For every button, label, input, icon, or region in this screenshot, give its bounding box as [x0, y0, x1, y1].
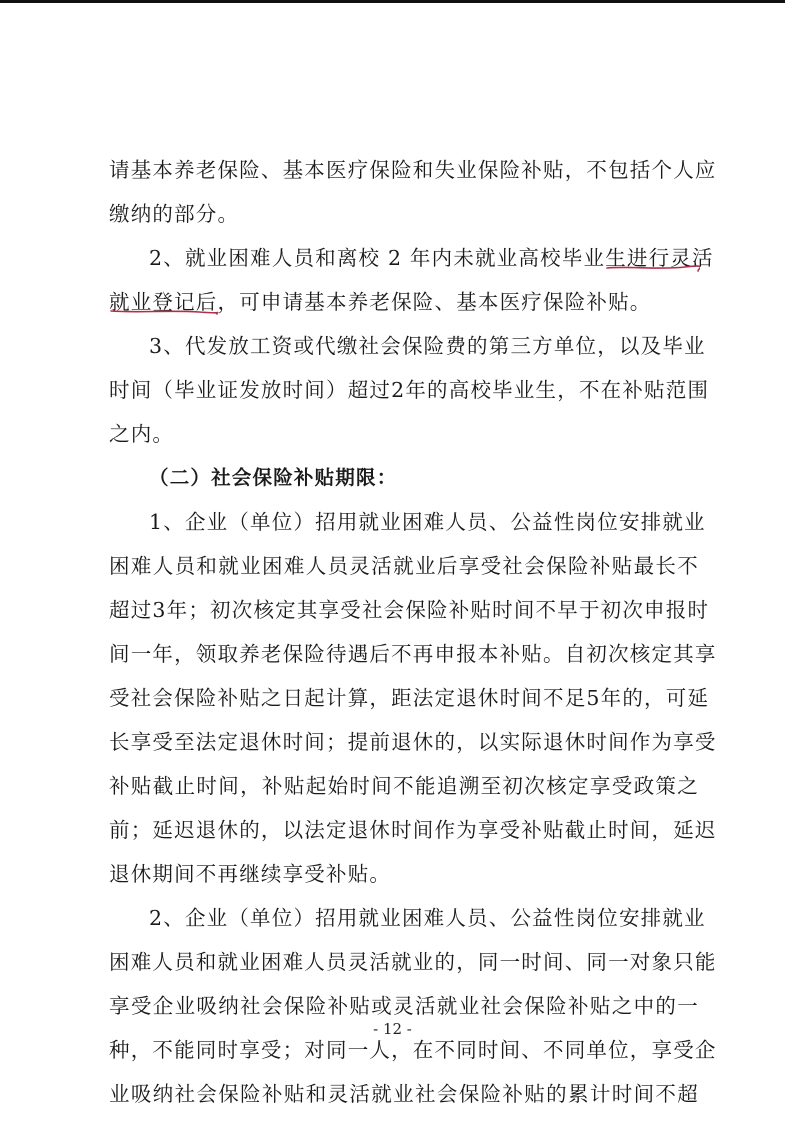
paragraph-line: 请基本养老保险、基本医疗保险和失业保险补贴，不包括个人应: [109, 158, 717, 182]
paragraph-line: 就业登记后，可申请基本养老保险、基本医疗保险补贴。: [109, 290, 652, 314]
paragraph-line: 困难人员和就业困难人员灵活就业的，同一时间、同一对象只能: [109, 950, 717, 974]
paragraph-line: 超过3年；初次核定其享受社会保险补贴时间不早于初次申报时: [109, 598, 710, 622]
page-number: - 12 -: [373, 1020, 412, 1038]
paragraph-line: 间一年，领取养老保险待遇后不再申报本补贴。自初次核定其享: [109, 642, 717, 666]
paragraph-line: 业吸纳社会保险补贴和灵活就业社会保险补贴的累计时间不超: [109, 1082, 699, 1106]
paragraph-line: 之内。: [109, 422, 175, 446]
paragraph-line: 1、企业（单位）招用就业困难人员、公益性岗位安排就业: [149, 510, 706, 534]
paragraph-line: 长享受至法定退休时间；提前退休的，以实际退休时间作为享受: [109, 730, 717, 754]
paragraph-line: 2、企业（单位）招用就业困难人员、公益性岗位安排就业: [149, 906, 706, 930]
paragraph-line: 受社会保险补贴之日起计算，距法定退休时间不足5年的，可延: [109, 686, 710, 710]
paragraph-line: 补贴截止时间，补贴起始时间不能追溯至初次核定享受政策之: [109, 774, 699, 798]
paragraph-line: 缴纳的部分。: [109, 202, 240, 226]
paragraph-line: 前；延迟退休的，以法定退休时间作为享受补贴截止时间，延迟: [109, 818, 717, 842]
paragraph-line: 2、就业困难人员和离校 2 年内未就业高校毕业生进行灵活: [149, 246, 714, 270]
page-top-edge: [0, 0, 785, 3]
paragraph-line: 享受企业吸纳社会保险补贴或灵活就业社会保险补贴之中的一: [109, 994, 699, 1018]
paragraph-line: 退休期间不再继续享受补贴。: [109, 862, 392, 886]
paragraph-line: 种，不能同时享受；对同一人，在不同时间、不同单位，享受企: [109, 1038, 717, 1062]
section-heading: （二）社会保险补贴期限：: [149, 466, 398, 489]
paragraph-line: 3、代发放工资或代缴社会保险费的第三方单位，以及毕业: [149, 334, 706, 358]
paragraph-line: 困难人员和就业困难人员灵活就业后享受社会保险补贴最长不: [109, 554, 699, 578]
paragraph-line: 时间（毕业证发放时间）超过2年的高校毕业生，不在补贴范围: [109, 378, 710, 402]
